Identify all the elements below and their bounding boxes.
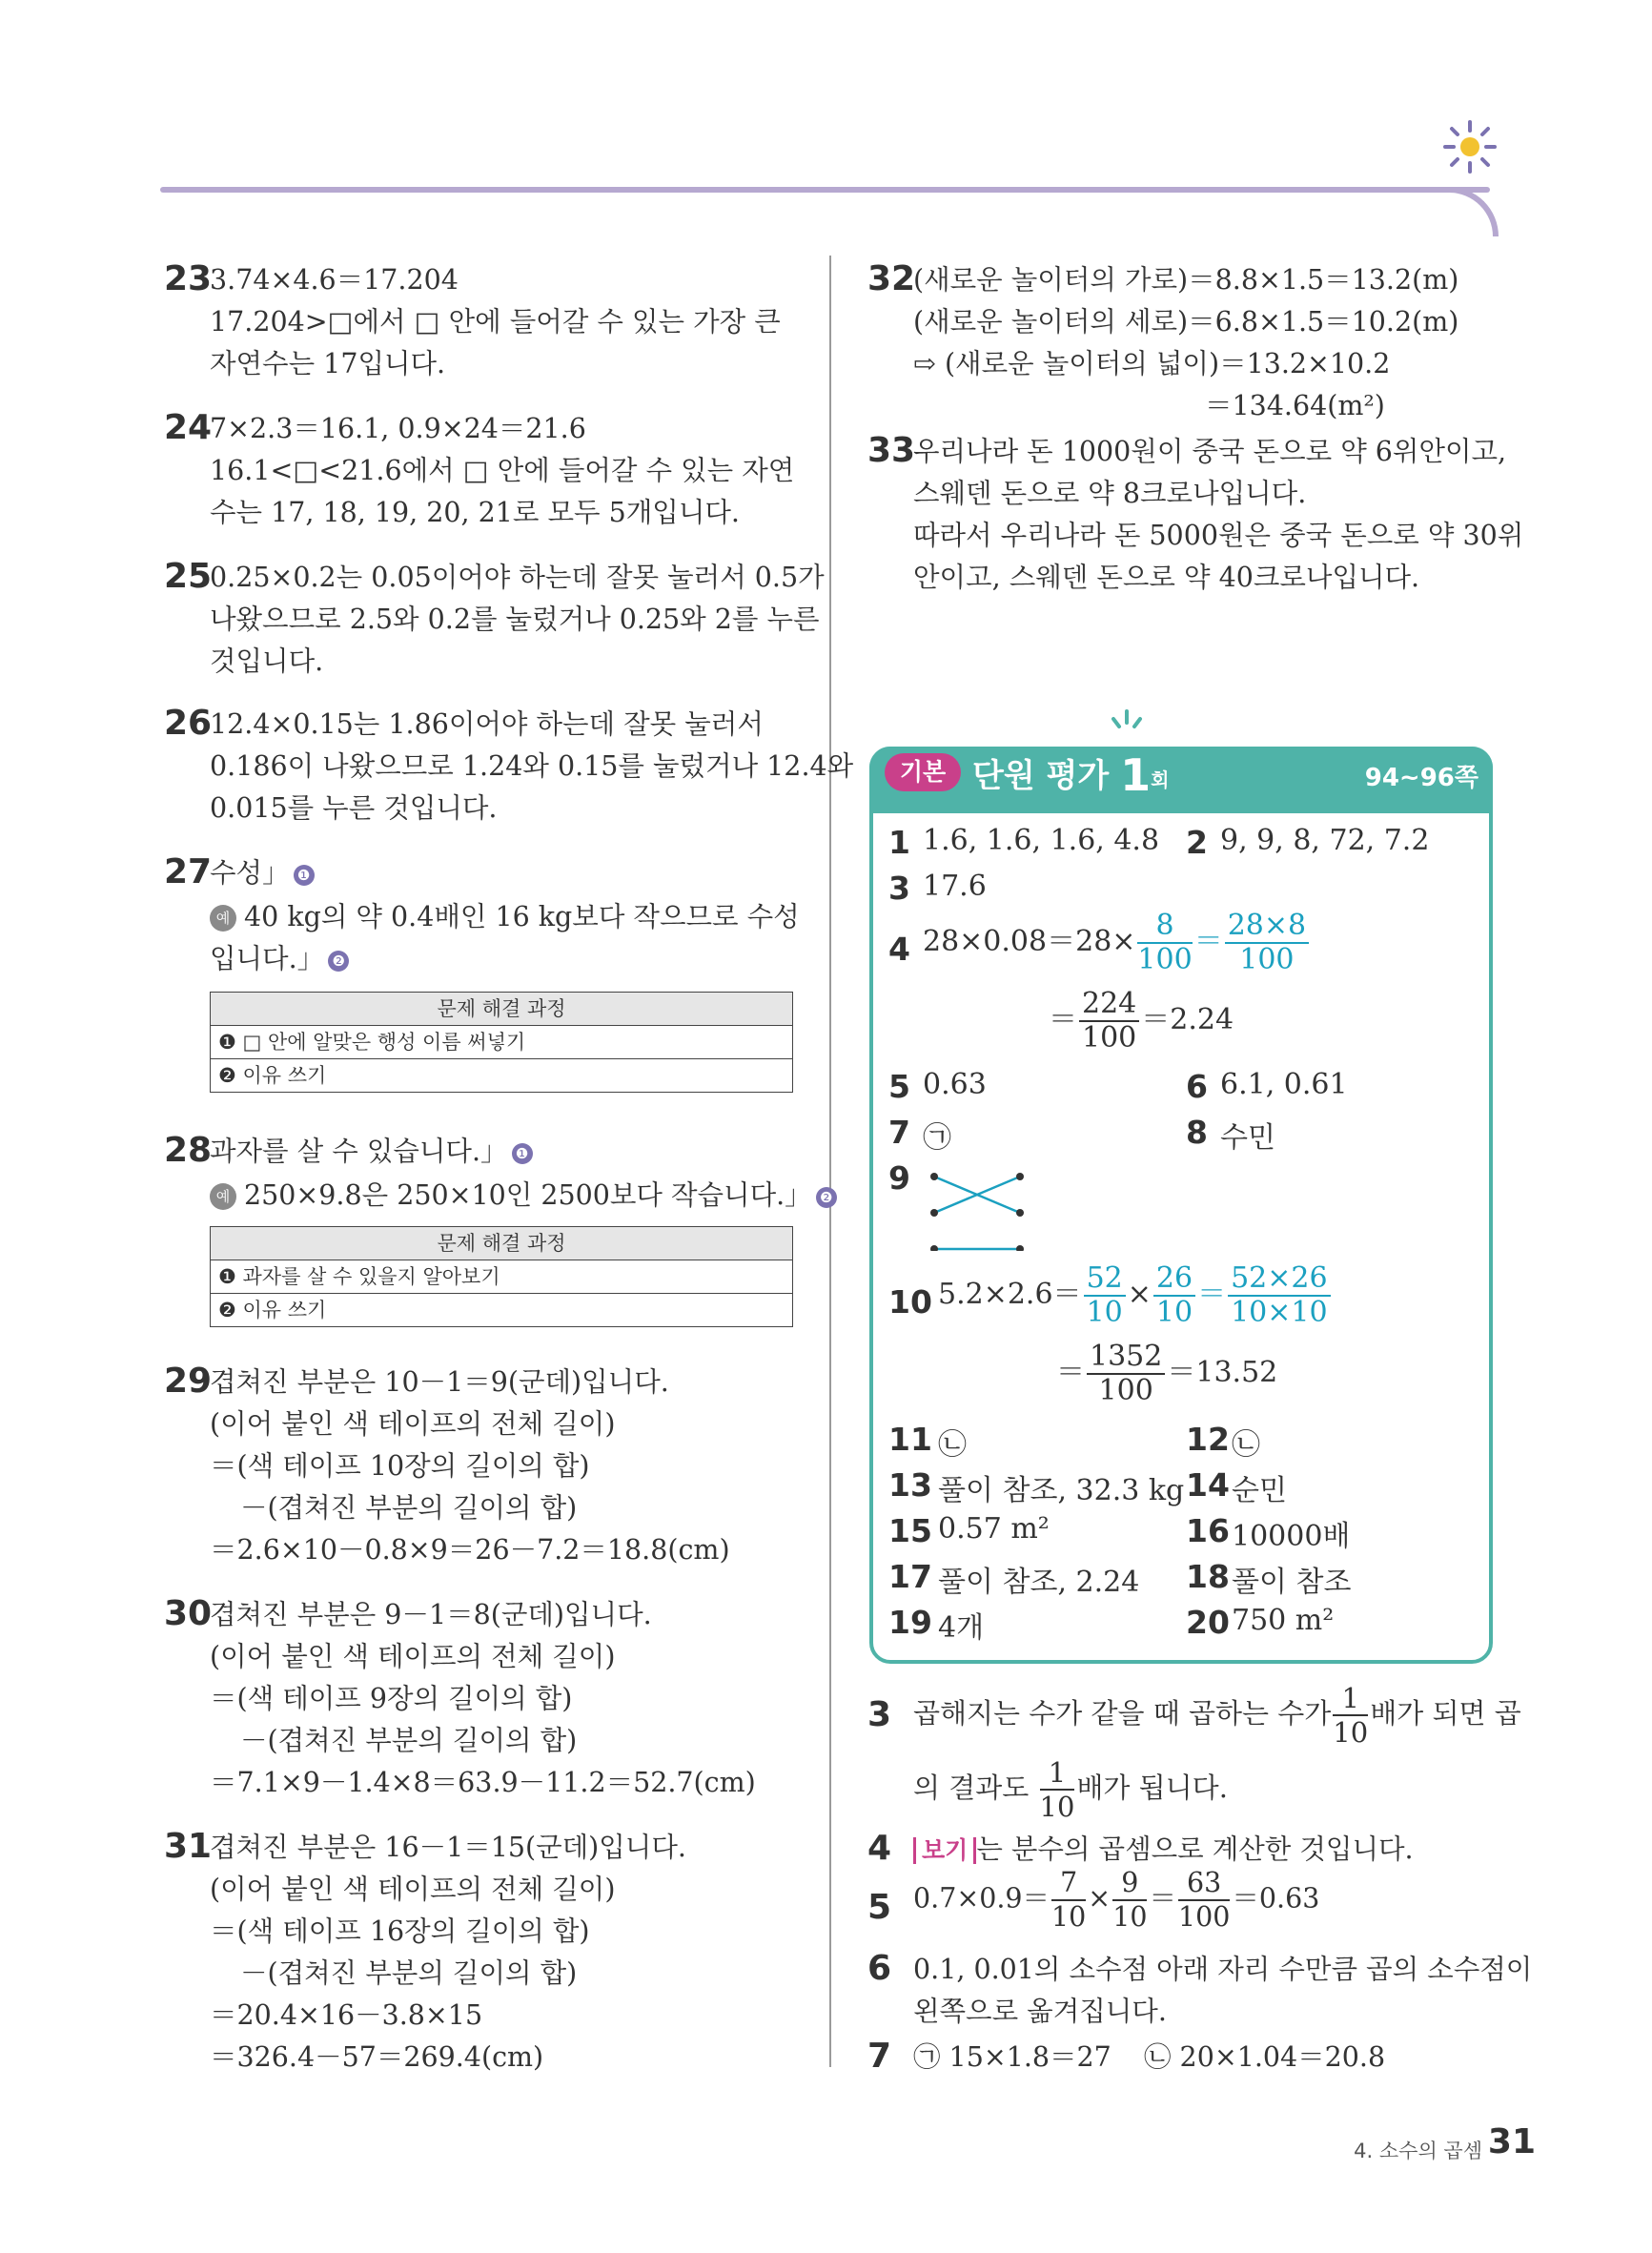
table-row: ❷ 이유 쓰기 bbox=[218, 1299, 327, 1321]
fraction: $\frac{9}{10}$ bbox=[1112, 1867, 1148, 1933]
q-number: 23 bbox=[164, 259, 213, 298]
q-line: 겹쳐진 부분은 10－1＝9(군데)입니다. bbox=[210, 1366, 669, 1398]
q-line: (새로운 놀이터의 세로)＝6.8×1.5＝10.2(m) bbox=[913, 306, 1459, 338]
q-number: 31 bbox=[164, 1827, 213, 1866]
answer-number: 4 bbox=[888, 931, 910, 968]
q-number: 30 bbox=[164, 1594, 213, 1633]
q-line: 12.4×0.15는 1.86이어야 하는데 잘못 눌러서 bbox=[210, 708, 764, 740]
answer-text: 수민 bbox=[1220, 1121, 1275, 1155]
fraction: $\frac{8}{100}$ bbox=[1137, 909, 1193, 976]
fraction: $\frac{52}{10}$ bbox=[1084, 1262, 1126, 1329]
column-divider bbox=[829, 256, 831, 2067]
fraction: $\frac{1}{10}$ bbox=[1039, 1756, 1075, 1823]
q-line: ＝(색 테이프 10장의 길이의 합) bbox=[210, 1450, 590, 1482]
q-line: 겹쳐진 부분은 16－1＝15(군데)입니다. bbox=[210, 1832, 686, 1863]
footer-chapter-label: 4. 소수의 곱셈 bbox=[1354, 2140, 1482, 2162]
q-number: 3 bbox=[867, 1695, 892, 1734]
answer-text: 10000배 bbox=[1232, 1520, 1351, 1553]
answer-number: 1 bbox=[888, 824, 910, 861]
answer-number: 11 bbox=[888, 1421, 932, 1458]
q-line: 따라서 우리나라 돈 5000원은 중국 돈으로 약 30위 bbox=[913, 520, 1524, 551]
fraction: $\frac{26}{10}$ bbox=[1153, 1262, 1195, 1329]
mark-2: ❷ bbox=[328, 951, 349, 972]
header-rule-curve bbox=[1430, 187, 1499, 236]
q-line: －(겹쳐진 부분의 길이의 합) bbox=[240, 1957, 578, 1989]
fraction: $\frac{52\times 26}{10\times 10}$ bbox=[1228, 1262, 1330, 1329]
answer-number: 8 bbox=[1186, 1114, 1208, 1151]
q-explain: 예 250×9.8은 250×10인 2500보다 작습니다.」 ❷ bbox=[210, 1175, 837, 1217]
q-line: 0.1, 0.01의 소수점 아래 자리 수만큼 곱의 소수점이 bbox=[913, 1954, 1533, 1985]
q-answer: 수성」 ❶ bbox=[210, 852, 315, 894]
q-line: －(겹쳐진 부분의 길이의 합) bbox=[240, 1725, 578, 1756]
answer-number: 6 bbox=[1186, 1068, 1208, 1105]
answer-text: 풀이 참조, 2.24 bbox=[938, 1566, 1140, 1599]
q-line: ＝326.4－57＝269.4(cm) bbox=[210, 2041, 544, 2073]
q-line: 자연수는 17입니다. bbox=[210, 348, 446, 379]
answer-text: 풀이 참조, 32.3 kg bbox=[938, 1474, 1185, 1507]
answer-number: 5 bbox=[888, 1068, 910, 1105]
sun-icon bbox=[1441, 118, 1499, 175]
q-number: 29 bbox=[164, 1362, 213, 1401]
matching-lines-diagram bbox=[925, 1165, 1030, 1251]
fraction: $\frac{63}{100}$ bbox=[1177, 1867, 1231, 1933]
q-line: ＝2.6×10－0.8×9＝26－7.2＝18.8(cm) bbox=[210, 1534, 730, 1566]
q-explain: 입니다.」 ❷ bbox=[210, 938, 349, 980]
answer-text: 750 m² bbox=[1232, 1604, 1335, 1637]
q-number: 25 bbox=[164, 557, 213, 596]
table-row: ❶ 과자를 살 수 있을지 알아보기 bbox=[211, 1260, 792, 1294]
q-number: 24 bbox=[164, 408, 213, 447]
answer-number: 12 bbox=[1186, 1421, 1230, 1458]
q-line: 스웨덴 돈으로 약 8크로나입니다. bbox=[913, 478, 1307, 509]
q-line: 3.74×4.6＝17.204 bbox=[210, 264, 459, 296]
q-number: 26 bbox=[164, 704, 213, 743]
answer-number: 10 bbox=[888, 1283, 932, 1321]
q-line: ㉠ 15×1.8＝27 bbox=[913, 2041, 1112, 2073]
page-number: 31 bbox=[1487, 2122, 1536, 2161]
q-number: 28 bbox=[164, 1131, 213, 1170]
q-line: 수는 17, 18, 19, 20, 21로 모두 5개입니다. bbox=[210, 497, 740, 528]
q-line: ＝(색 테이프 9장의 길이의 합) bbox=[210, 1683, 573, 1714]
table-row: ❶ □ 안에 알맞은 행성 이름 써넣기 bbox=[211, 1026, 792, 1059]
q-line: 것입니다. bbox=[210, 645, 324, 677]
box-title: 단원 평가 1회 bbox=[972, 749, 1170, 801]
table-header: 문제 해결 과정 bbox=[211, 1227, 792, 1260]
answer-text: ㉡ bbox=[1232, 1428, 1260, 1462]
spark-icon bbox=[1106, 707, 1148, 742]
q-explain: 예 40 kg의 약 0.4배인 16 kg보다 작으므로 수성 bbox=[210, 896, 800, 938]
answer-4-line2: ＝ $\frac{224}{100}$ ＝2.24 bbox=[1049, 987, 1234, 1055]
answer-4-line1: 28×0.08＝28× $\frac{8}{100}$ ＝ $\frac{28\times 8}{100}$ bbox=[923, 910, 1311, 976]
q-line: (이어 붙인 색 테이프의 전체 길이) bbox=[210, 1408, 616, 1440]
header-rule bbox=[160, 187, 1490, 193]
round-number: 1 bbox=[1120, 749, 1152, 801]
answer-text: 4개 bbox=[938, 1611, 985, 1645]
q-number: 5 bbox=[867, 1888, 892, 1927]
table-header: 문제 해결 과정 bbox=[211, 993, 792, 1026]
answer-number: 14 bbox=[1186, 1466, 1230, 1504]
fraction: $\frac{1352}{100}$ bbox=[1087, 1341, 1165, 1407]
q-number: 32 bbox=[867, 259, 916, 298]
q-number: 6 bbox=[867, 1949, 892, 1988]
q-line: 7×2.3＝16.1, 0.9×24＝21.6 bbox=[210, 413, 586, 444]
q-line: －(겹쳐진 부분의 길이의 합) bbox=[240, 1492, 578, 1524]
q-line: 17.204>□에서 □ 안에 들어갈 수 있는 가장 큰 bbox=[210, 306, 781, 338]
process-table bbox=[210, 1226, 793, 1327]
example-mark: 예 bbox=[210, 905, 236, 932]
answer-number: 15 bbox=[888, 1512, 932, 1549]
answer-number: 18 bbox=[1186, 1558, 1230, 1595]
q-number: 7 bbox=[867, 2037, 892, 2076]
q-line: 나왔으므로 2.5와 0.2를 눌렀거나 0.25와 2를 누른 bbox=[210, 604, 820, 635]
table-row: ❷ 이유 쓰기 bbox=[218, 1064, 327, 1087]
q-line: (이어 붙인 색 테이프의 전체 길이) bbox=[210, 1641, 616, 1672]
page-range: 94~96쪽 bbox=[1364, 764, 1479, 792]
q-line: 왼쪽으로 옮겨집니다. bbox=[913, 1996, 1167, 2027]
q-line: 16.1<□<21.6에서 □ 안에 들어갈 수 있는 자연 bbox=[210, 455, 795, 486]
answer-number: 3 bbox=[888, 870, 910, 907]
q-line: ⇨ (새로운 놀이터의 넓이)＝13.2×10.2 bbox=[913, 348, 1391, 379]
answer-text: ㉠ bbox=[923, 1121, 951, 1155]
answer-number: 17 bbox=[888, 1558, 932, 1595]
bogi-label: 보기 bbox=[913, 1837, 976, 1864]
level-badge: 기본 bbox=[885, 753, 961, 791]
mark-2: ❷ bbox=[816, 1187, 837, 1208]
q-line: 우리나라 돈 1000원이 중국 돈으로 약 6위안이고, bbox=[913, 436, 1507, 467]
fraction: $\frac{224}{100}$ bbox=[1079, 988, 1139, 1055]
mark-1: ❶ bbox=[512, 1143, 533, 1164]
q-line: 곱해지는 수가 같을 때 곱하는 수가 $\frac{1}{10}$ 배가 되면 곱 bbox=[913, 1682, 1521, 1749]
answer-text: 17.6 bbox=[923, 870, 987, 903]
answer-text: 0.63 bbox=[923, 1068, 987, 1101]
q-line: (새로운 놀이터의 가로)＝8.8×1.5＝13.2(m) bbox=[913, 264, 1459, 296]
q-line: 의 결과도 $\frac{1}{10}$ 배가 됩니다. bbox=[913, 1756, 1228, 1823]
answer-text: 풀이 참조 bbox=[1232, 1566, 1352, 1599]
answer-number: 9 bbox=[888, 1159, 910, 1197]
answer-number: 19 bbox=[888, 1604, 932, 1641]
answer-text: 1.6, 1.6, 1.6, 4.8 bbox=[923, 824, 1160, 857]
answer-10-line1: 5.2×2.6＝ $\frac{52}{10}$ × $\frac{26}{10}$ ＝ $\frac{52\times 26}{10\times 10}$ bbox=[938, 1262, 1333, 1329]
q-number: 4 bbox=[867, 1829, 892, 1868]
answer-10-line2: ＝ $\frac{1352}{100}$ ＝13.52 bbox=[1056, 1340, 1278, 1407]
q-line: 0.186이 나왔으므로 1.24와 0.15를 눌렀거나 12.4와 bbox=[210, 750, 854, 782]
fraction: $\frac{7}{10}$ bbox=[1051, 1867, 1087, 1933]
q-number: 33 bbox=[867, 431, 916, 470]
answer-number: 13 bbox=[888, 1466, 932, 1504]
q-line: ㉡ 20×1.04＝20.8 bbox=[1144, 2041, 1386, 2073]
answer-text: 순민 bbox=[1232, 1474, 1287, 1507]
answer-text: 0.57 m² bbox=[938, 1512, 1050, 1546]
q-line: ＝(색 테이프 16장의 길이의 합) bbox=[210, 1915, 590, 1947]
example-mark: 예 bbox=[210, 1183, 236, 1210]
q-line: 0.25×0.2는 0.05이어야 하는데 잘못 눌러서 0.5가 bbox=[210, 562, 825, 593]
q-line: ＝20.4×16－3.8×15 bbox=[210, 1999, 483, 2031]
round-suffix: 회 bbox=[1151, 768, 1170, 791]
q-line: 겹쳐진 부분은 9－1＝8(군데)입니다. bbox=[210, 1599, 652, 1630]
answer-text: 9, 9, 8, 72, 7.2 bbox=[1220, 824, 1430, 857]
answer-number: 16 bbox=[1186, 1512, 1230, 1549]
process-table bbox=[210, 992, 793, 1093]
q-number: 27 bbox=[164, 852, 213, 891]
answer-text: ㉡ bbox=[938, 1428, 967, 1462]
q-answer: 과자를 살 수 있습니다.」 ❶ bbox=[210, 1131, 533, 1173]
answer-number: 20 bbox=[1186, 1604, 1230, 1641]
fraction: $\frac{1}{10}$ bbox=[1333, 1682, 1369, 1749]
q-line: 안이고, 스웨덴 돈으로 약 40크로나입니다. bbox=[913, 562, 1420, 593]
q-line: ＝134.64(m²) bbox=[1205, 390, 1385, 421]
q-line: (이어 붙인 색 테이프의 전체 길이) bbox=[210, 1874, 616, 1905]
fraction: $\frac{28\times 8}{100}$ bbox=[1225, 910, 1309, 976]
answer-text: 6.1, 0.61 bbox=[1220, 1068, 1348, 1101]
q-line: 0.7×0.9＝ $\frac{7}{10}$ × $\frac{9}{10}$ ＝ $\frac{63}{100}$ ＝0.63 bbox=[913, 1867, 1320, 1933]
q-line: ＝7.1×9－1.4×8＝63.9－11.2＝52.7(cm) bbox=[210, 1767, 756, 1798]
q-line: 0.015를 누른 것입니다. bbox=[210, 792, 498, 824]
answer-number: 7 bbox=[888, 1114, 910, 1151]
mark-1: ❶ bbox=[294, 865, 315, 886]
answer-number: 2 bbox=[1186, 824, 1208, 861]
q-line: 보기 는 분수의 곱셈으로 계산한 것입니다. bbox=[913, 1829, 1414, 1871]
